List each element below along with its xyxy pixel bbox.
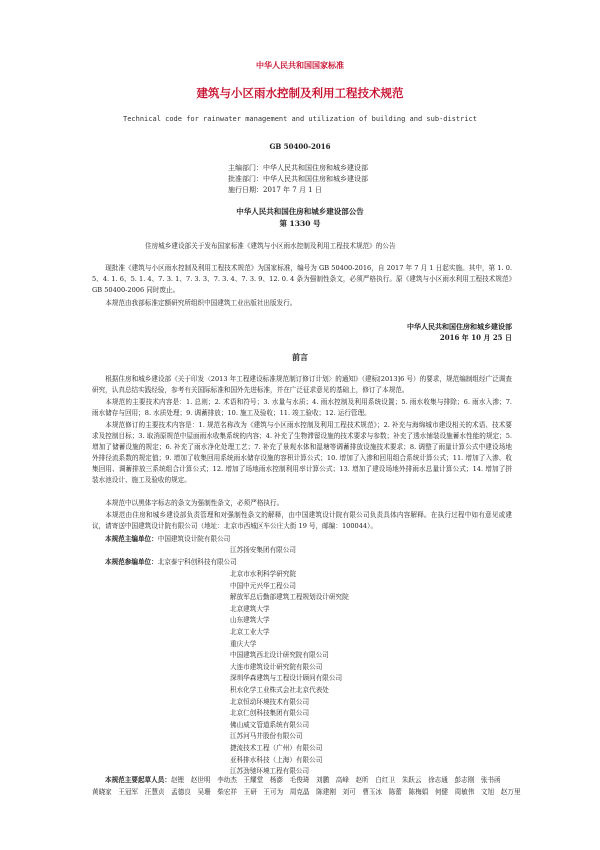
approval-department: 批准部门：中华人民共和国住房和城乡建设部 [228,175,368,183]
participant-unit: 北京建筑大学 [230,604,270,613]
notice-body-1: 现批准《建筑与小区雨水控制及利用工程技术规范》为国家标准，编号为 GB 50400-2016，自 2017 年 7 月 1 日起实施。其中，第 1. 0. 5、4. 1. 6、5. 1. 4、7. 3. 1、7. 3. 3、7. 3. 4、7. 3. 9、12. 0. 4 条为强制性条文，必须严格执行。原《建筑与小区雨水利用工程技术规范》GB 50400-2006 同时废止。 [92,264,512,294]
preface-title: 前言 [292,352,308,362]
participant-unit: 山东建筑大学 [230,616,270,625]
notice-number: 第 1330 号 [279,219,321,228]
drafters-line-2 [92,787,521,798]
participant-unit: 亚科排水科技（上海）有限公司 [230,755,323,764]
preface-para-3: 本规范修订的主要技术内容是：1. 规范名称改为《建筑与小区雨水控制及利用工程技术规范》；2. 补充与海绵城市建设相关的术语、技术要求及控制目标；3. 取消原规范中屋面雨水收集系统的内容；4. 补充了生物滞留设施的技术要求与参数；补充了透水铺装设施蓄水性能的规定；5. 增加了储蓄设施的规定；6. 补充了雨水净化处理工艺；7. 补充了景观水体和湿塘等调蓄排放设施技术要求；8. 调整了雨量计算公式中建设场地外排径流系数的规定值；9. 增加了收集回用系统雨水储存设施的容积计算公式；10. 增加了入渗和回用组合系统计算公式；11. 增加了入渗、收集回用、调蓄排放三系统组合计算公式；12. 增加了场地雨水控制利用率计算公式；13. 增加了建设场地外排雨水总量计算公式；14. 增加了拼装水池设计、施工及验收的规定。 [92,421,512,484]
participant-unit: 江苏河马井股份有限公司 [230,732,303,741]
participant-unit: 北京泰宁科创科技有限公司 [157,558,237,566]
standard-label: 中华人民共和国国家标准 [256,60,344,70]
chief-unit: 中国建筑设计院有限公司 [157,535,231,543]
participant-units-line [105,557,525,568]
participant-unit: 捷流技术工程（广州）有限公司 [230,743,323,752]
chief-unit: 江苏扬安集团有限公司 [230,546,296,554]
notice-date: 2016 年 10 月 25 日 [439,333,512,342]
drafters-label: 本规范主要起草人员： [105,776,171,784]
chief-department: 主编部门：中华人民共和国住房和城乡建设部 [228,164,368,172]
notice-heading: 中华人民共和国住房和城乡建设部公告 [236,207,364,216]
participant-units-list [230,569,349,778]
participant-unit: 大连市建筑设计研究院有限公司 [230,662,323,671]
drafters-names-1: 赵锂 赵世明 李幼杰 王耀堂 杨澎 毛俊琦 刘鹏 高峰 赵昕 白红卫 朱跃云 徐志通 彭志刚 张书函 [170,776,501,784]
chief-units-label: 本规范主编单位： [105,535,158,543]
participant-unit: 中国建筑西北设计研究院有限公司 [230,651,329,660]
notice-signer: 中华人民共和国住房和城乡建设部 [407,322,512,331]
participant-unit: 解放军总后勤部建筑工程规划设计研究院 [230,593,349,602]
participant-unit: 积水化学工业株式会社北京代表处 [230,685,329,694]
participant-units-label: 本规范参编单位： [105,558,158,566]
notice-subject: 住房城乡建设部关于发布国家标准《建筑与小区雨水控制及利用工程技术规范》的公告 [145,242,396,250]
participant-unit: 江苏劲驰环境工程有限公司 [230,767,310,776]
effective-date: 施行日期：2017 年 7 月 1 日 [228,186,322,194]
participant-unit: 北京仁创科技集团有限公司 [230,709,310,718]
participant-unit: 深圳华森建筑与工程设计顾问有限公司 [230,674,343,683]
participant-unit: 中国中元兴华工程公司 [230,581,296,590]
drafters-names-2: 黄晓家 王冠军 汪慧贞 孟德良 吴珊 柴宏祥 王研 王可为 周克晶 陈建刚 刘可 曹玉冰 陈蕾 陈梅娟 何健 周敏伟 文旭 赵万里 [92,788,521,796]
chief-units-cont [230,545,296,557]
drafters-line-1 [105,775,525,786]
preface-para-2: 本规范的主要技术内容是：1. 总则；2. 术语和符号；3. 水量与水质；4. 雨水控制及利用系统设置；5. 雨水收集与排除；6. 雨水入渗；7. 雨水储存与回用；8. 水质处理；9. 调蓄排放；10. 施工及验收；11. 竣工验收；12. 运行管理。 [92,398,512,417]
standard-code: GB 50400-2016 [269,142,331,151]
participant-unit: 重庆大学 [230,639,257,648]
participant-unit: 佛山威文管道系统有限公司 [230,720,310,729]
document-title: 建筑与小区雨水控制及利用工程技术规范 [196,86,404,100]
participant-unit: 北京工业大学 [230,627,270,636]
preface-para-4: 本规范中以黑体字标志的条文为强制性条文，必须严格执行。 [105,499,284,507]
notice-body-2: 本规范由我部标准定额研究所组织中国建筑工业出版社出版发行。 [105,299,297,307]
participant-unit: 北京市水利科学研究院 [230,570,296,578]
preface-para-1: 根据住房和城乡建设部《关于印发〈2013 年工程建设标准规范制订修订计划〉的通知》（建标[2013]6 号）的要求，规范编制组经广泛调查研究，认真总结实践经验，参考有关国际标准和国外先进标准，并在广泛征求意见的基础上，修订了本规范。 [92,375,512,394]
english-title: Technical code for rainwater management and utilization of building and sub-district [122,115,477,123]
preface-para-5: 本规范由住房和城乡建设部负责管理和对强制性条文的解释，由中国建筑设计院有限公司负责具体内容解释。在执行过程中如有意见或建议，请寄送中国建筑设计院有限公司（地址：北京市西城区车公庄大街 19 号，邮编：100044）。 [92,511,512,530]
participant-unit: 北京恒动环境技术有限公司 [230,697,310,706]
chief-units-line [105,534,525,545]
